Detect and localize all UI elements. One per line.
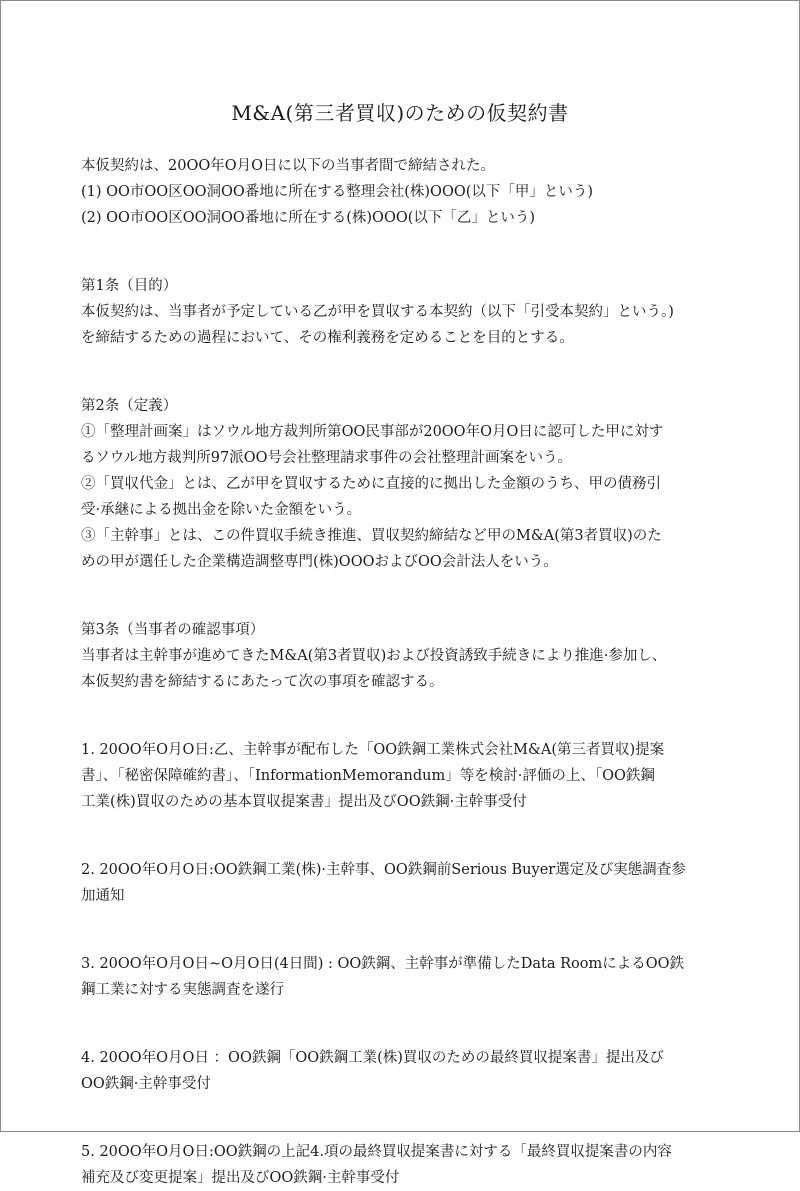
list-item-line: 書」、「秘密保障確約書」、「InformationMemorandum」等を検討·評価の上、「OO鉄鋼: [81, 768, 655, 784]
list-item-line: OO鉄鋼·主幹事受付: [81, 1076, 211, 1092]
article-2: [81, 393, 721, 575]
list-item: [81, 951, 721, 1003]
article-line: ①「整理計画案」はソウル地方裁判所第OO民事部が20OO年O月O日に認可した甲に対す: [81, 424, 664, 440]
list-item-line: 3. 20OO年O月O日~O月O日(4日間) : OO鉄鋼、主幹事が準備したData RoomによるOO鉄: [81, 956, 685, 972]
article-line: 当事者は主幹事が進めてきたM&A(第3者買収)および投資誘致手続きにより推進·参加し、: [81, 648, 667, 664]
list-item-line: 補充及び変更提案」提出及びOO鉄鋼·主幹事受付: [81, 1170, 400, 1186]
document-title: M&A(第三者買収)のための仮契約書: [231, 101, 569, 125]
article-line: ③「主幹事」とは、この件買収手続き推進、買収契約締結など甲のM&A(第3者買収)のた: [81, 528, 662, 544]
article-line: を締結するための過程において、その権利義務を定めることを目的とする。: [81, 330, 574, 346]
article-3: [81, 617, 721, 695]
list-item: [81, 857, 721, 909]
article-heading: 第3条（当事者の確認事項）: [81, 622, 265, 638]
intro-line: 本仮契約は、20OO年O月O日に以下の当事者間で締結された。: [81, 158, 495, 174]
article-heading: 第1条（目的）: [81, 278, 178, 294]
list-item-line: 工業(株)買収のための基本買収提案書」提出及びOO鉄鋼·主幹事受付: [81, 794, 527, 810]
document-body: [81, 153, 721, 1191]
intro-line: (2) OO市OO区OO洞OO番地に所在する(株)OOO(以下「乙」という): [81, 210, 536, 226]
article-line: ②「買収代金」とは、乙が甲を買収するために直接的に拠出した金額のうち、甲の債務引: [81, 476, 661, 492]
list-item-line: 1. 20OO年O月O日:乙、主幹事が配布した「OO鉄鋼工業株式会社M&A(第三者買収)提案: [81, 742, 665, 758]
list-item: [81, 1139, 721, 1191]
list-item-line: 4. 20OO年O月O日 ：OO鉄鋼「OO鉄鋼工業(株)買収のための最終買収提案書」提出及び: [81, 1050, 664, 1066]
list-item-line: 5. 20OO年O月O日:OO鉄鋼の上記4.項の最終買収提案書に対する「最終買収提案書の内容: [81, 1144, 672, 1160]
list-item-line: 2. 20OO年O月O日:OO鉄鋼工業(株)·主幹事、OO鉄鋼前Serious Buyer選定及び実態調査参: [81, 862, 686, 878]
list-item: [81, 1045, 721, 1097]
article-line: 本仮契約書を締結するにあたって次の事項を確認する。: [81, 674, 444, 690]
list-item-line: 鋼工業に対する実態調査を遂行: [81, 982, 284, 998]
intro-section: [81, 153, 721, 231]
list-item-line: 加通知: [81, 888, 125, 904]
article-line: 受·承継による拠出金を除いた金額をいう。: [81, 502, 362, 518]
article-1: [81, 273, 721, 351]
intro-line: (1) OO市OO区OO洞OO番地に所在する整理会社(株)OOO(以下「甲」という): [81, 184, 594, 200]
article-line: 本仮契約は、当事者が予定している乙が甲を買収する本契約（以下「引受本契約」という。): [81, 304, 674, 320]
article-heading: 第2条（定義）: [81, 398, 178, 414]
article-line: るソウル地方裁判所97派OO号会社整理請求事件の会社整理計画案をいう。: [81, 450, 572, 466]
list-item: [81, 737, 721, 815]
article-line: めの甲が選任した企業構造調整専門(株)OOOおよびOO会計法人をいう。: [81, 554, 558, 570]
